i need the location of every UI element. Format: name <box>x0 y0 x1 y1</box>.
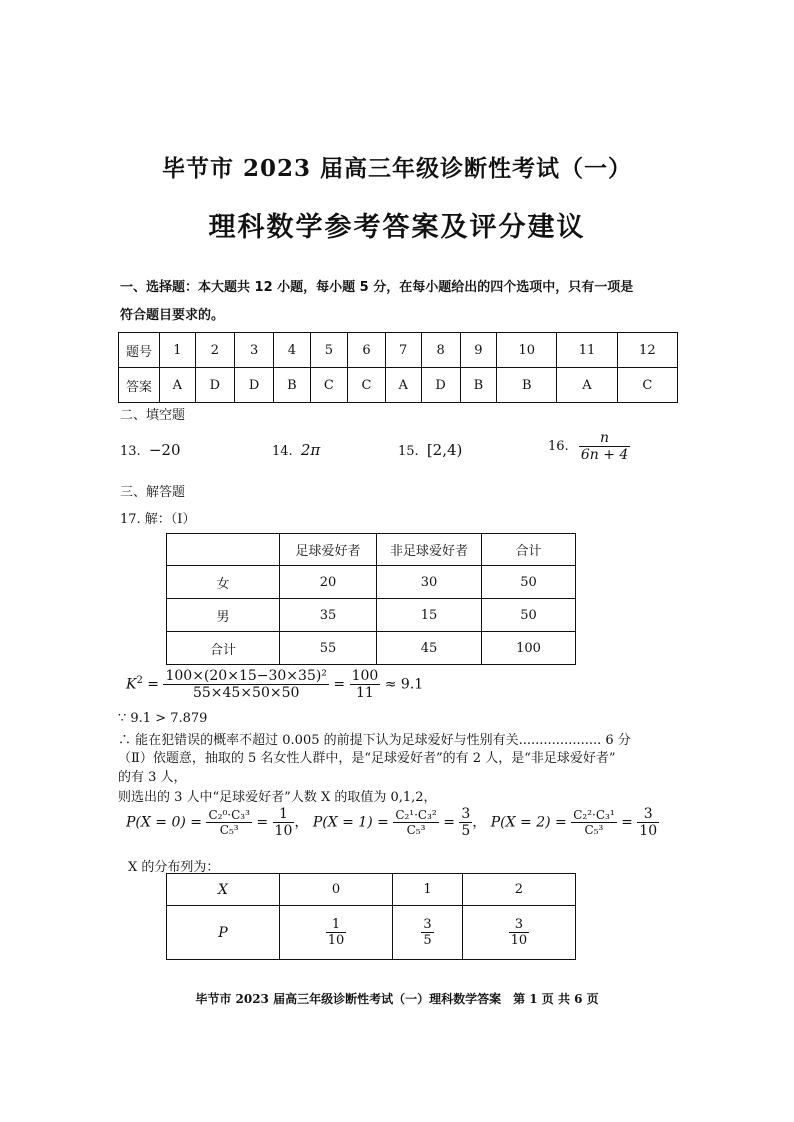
answer-cell: A <box>385 368 421 403</box>
distribution-x-row <box>167 874 576 906</box>
answer-cell: A <box>160 368 196 403</box>
q13-value: −20 <box>148 441 181 459</box>
header-cell <box>167 534 280 566</box>
p1-result <box>459 806 472 839</box>
p-value-fraction <box>509 917 530 948</box>
answer-cell: B <box>274 368 310 403</box>
p-value-fraction <box>421 917 433 948</box>
question-number: 10 <box>497 333 557 368</box>
page-footer: 毕节市 2023 届高三年级诊断性考试（一）理科数学答案 第 1 页 共 6 页 <box>195 992 599 1006</box>
p1-result-denominator: 5 <box>461 823 471 839</box>
row-label: 合计 <box>167 632 280 665</box>
question-number: 9 <box>460 333 496 368</box>
q15-label: 15. <box>398 444 419 459</box>
x-value: 1 <box>393 874 463 906</box>
row-label-answer: 答案 <box>119 368 160 403</box>
fill-answer-13 <box>120 441 180 459</box>
table-cell: 35 <box>280 599 377 632</box>
answer-cell: D <box>234 368 273 403</box>
question-number: 11 <box>557 333 617 368</box>
k2-superscript: 2 <box>136 674 143 686</box>
k2-result-denominator: 11 <box>356 685 374 701</box>
fill-answer-16 <box>548 430 630 463</box>
therefore-line: ∴ 能在犯错误的概率不超过 0.005 的前提下认为足球爱好与性别有关.................... 6 分 <box>118 733 631 748</box>
table-row <box>167 632 576 665</box>
p0-fraction <box>206 808 251 837</box>
p1-numerator: C₂¹·C₃² <box>395 808 437 822</box>
contingency-table <box>166 533 576 665</box>
p2-result-denominator: 10 <box>639 823 658 839</box>
p2-numerator: C₂²·C₃¹ <box>573 808 615 822</box>
p-value-numerator: 3 <box>423 917 432 932</box>
p-value-denominator: 5 <box>423 933 432 948</box>
x-value: 0 <box>280 874 393 906</box>
k2-formula: $K^2$ = $\frac{\text{100×(20×15−30×35)²}}{55\times 45\times 50\times 50}$ = $\frac{100}{11}$ ≈ 9.1 <box>126 668 424 701</box>
p0-result <box>273 806 295 839</box>
answer-cell: A <box>557 368 617 403</box>
p1-result-numerator: 3 <box>461 806 471 822</box>
row-label: 女 <box>167 566 280 599</box>
k2-approx: ≈ 9.1 <box>384 676 424 693</box>
part2-line2: 的有 3 人， <box>118 770 187 785</box>
table-cell: 20 <box>280 566 377 599</box>
contingency-header-row <box>167 534 576 566</box>
p0-lhs: P(X = 0) = <box>126 814 203 831</box>
row-label-question: 题号 <box>119 333 160 368</box>
answer-cell: B <box>497 368 557 403</box>
question-number: 5 <box>310 333 348 368</box>
section3-heading: 三、解答题 <box>120 485 186 500</box>
table-row <box>167 599 576 632</box>
table-cell: 50 <box>482 566 576 599</box>
question-number: 6 <box>348 333 386 368</box>
p0-result-denominator: 10 <box>274 823 293 839</box>
q15-value: [2,4) <box>426 441 463 459</box>
x-value: 2 <box>462 874 575 906</box>
p-label: P <box>167 906 280 960</box>
q14-value: 2π <box>300 441 321 459</box>
answer-cell: C <box>310 368 348 403</box>
q16-label: 16. <box>548 439 569 454</box>
table-row <box>167 566 576 599</box>
question-number: 4 <box>274 333 310 368</box>
section1-heading-cont: 符合题目要求的。 <box>120 308 225 323</box>
header-cell: 非足球爱好者 <box>377 534 482 566</box>
mcq-answer-table <box>118 332 678 403</box>
mcq-question-row <box>119 333 678 368</box>
table-cell: 15 <box>377 599 482 632</box>
page-title: 毕节市 2023 届高三年级诊断性考试（一） <box>161 155 633 182</box>
question-number: 2 <box>195 333 234 368</box>
question-number: 7 <box>385 333 421 368</box>
answer-cell: B <box>460 368 496 403</box>
p0-denominator: C₅³ <box>219 823 239 837</box>
header-cell: 合计 <box>482 534 576 566</box>
distribution-p-row <box>167 906 576 960</box>
p-value <box>462 906 575 960</box>
q13-label: 13. <box>120 444 141 459</box>
row-label: 男 <box>167 599 280 632</box>
p2-lhs: P(X = 2) = <box>490 814 567 831</box>
header-cell: 足球爱好者 <box>280 534 377 566</box>
p2-result-numerator: 3 <box>637 806 659 823</box>
k2-fraction-result <box>350 668 381 701</box>
p2-result <box>637 806 659 839</box>
question-number: 1 <box>160 333 196 368</box>
part2-line3: 则选出的 3 人中“足球爱好者”人数 X 的取值为 0,1,2， <box>118 790 437 805</box>
table-cell: 30 <box>377 566 482 599</box>
section2-heading: 二、填空题 <box>120 408 186 423</box>
p-value-numerator: 1 <box>326 917 347 933</box>
q14-label: 14. <box>272 444 293 459</box>
question-number: 3 <box>234 333 273 368</box>
question-number: 8 <box>421 333 460 368</box>
distribution-intro: X 的分布列为： <box>128 860 220 875</box>
table-cell: 100 <box>482 632 576 665</box>
p-value-denominator: 10 <box>510 933 528 948</box>
distribution-table <box>166 873 576 960</box>
question-number: 12 <box>617 333 677 368</box>
table-cell: 45 <box>377 632 482 665</box>
p-value <box>393 906 463 960</box>
fill-answer-14 <box>272 441 320 459</box>
q16-numerator: n <box>579 430 630 447</box>
page-subtitle: 理科数学参考答案及评分建议 <box>208 212 586 243</box>
k2-fraction <box>163 668 328 701</box>
q16-fraction <box>579 430 630 463</box>
answer-cell: D <box>421 368 460 403</box>
p1-fraction <box>393 808 438 837</box>
because-line: ∵ 9.1 > 7.879 <box>118 711 208 726</box>
p0-result-numerator: 1 <box>273 806 295 823</box>
p-value-denominator: 10 <box>327 933 345 948</box>
k2-result-numerator: 100 <box>351 668 379 684</box>
k2-symbol: K <box>126 676 137 693</box>
table-cell: 55 <box>280 632 377 665</box>
fill-answer-15 <box>398 441 462 459</box>
q16-denominator: 6n + 4 <box>580 447 629 463</box>
p1-lhs: P(X = 1) = <box>312 814 389 831</box>
part2-line1: （Ⅱ）依题意，抽取的 5 名女性人群中，是“足球爱好者”的有 2 人，是“非足球爱好者” <box>118 751 616 766</box>
answer-cell: D <box>195 368 234 403</box>
section1-heading: 一、选择题：本大题共 12 小题，每小题 5 分，在每小题给出的四个选项中，只有一项是 <box>120 280 634 295</box>
p-value-numerator: 3 <box>509 917 530 933</box>
probability-formulas: P(X = 0) = $\frac{\text{C₂⁰·C₃³}}{\text{C₅³}}$ = $\frac{1}{10}$ ， P(X = 1) = $\frac{\text{C₂¹·C₃²}}{\text{C₅³}}$ = $\frac{3}{5}$ ， P(X = 2) = $\frac{\text{C₂²·C₃¹}}{\text{C₅³}}$ = $\frac{3}{10}$ <box>126 806 658 839</box>
x-label: X <box>167 874 280 906</box>
q17-intro: 17. 解：（Ⅰ） <box>120 512 196 527</box>
p2-fraction <box>571 808 616 837</box>
p0-numerator: C₂⁰·C₃³ <box>208 808 250 822</box>
answer-cell: C <box>348 368 386 403</box>
k2-numerator: 100×(20×15−30×35)² <box>165 668 327 684</box>
p1-denominator: C₅³ <box>406 823 426 837</box>
mcq-answer-row <box>119 368 678 403</box>
p-value <box>280 906 393 960</box>
p-value-fraction <box>326 917 347 948</box>
p2-denominator: C₅³ <box>584 823 604 837</box>
table-cell: 50 <box>482 599 576 632</box>
answer-cell: C <box>617 368 677 403</box>
k2-denominator: 55×45×50×50 <box>192 685 300 701</box>
